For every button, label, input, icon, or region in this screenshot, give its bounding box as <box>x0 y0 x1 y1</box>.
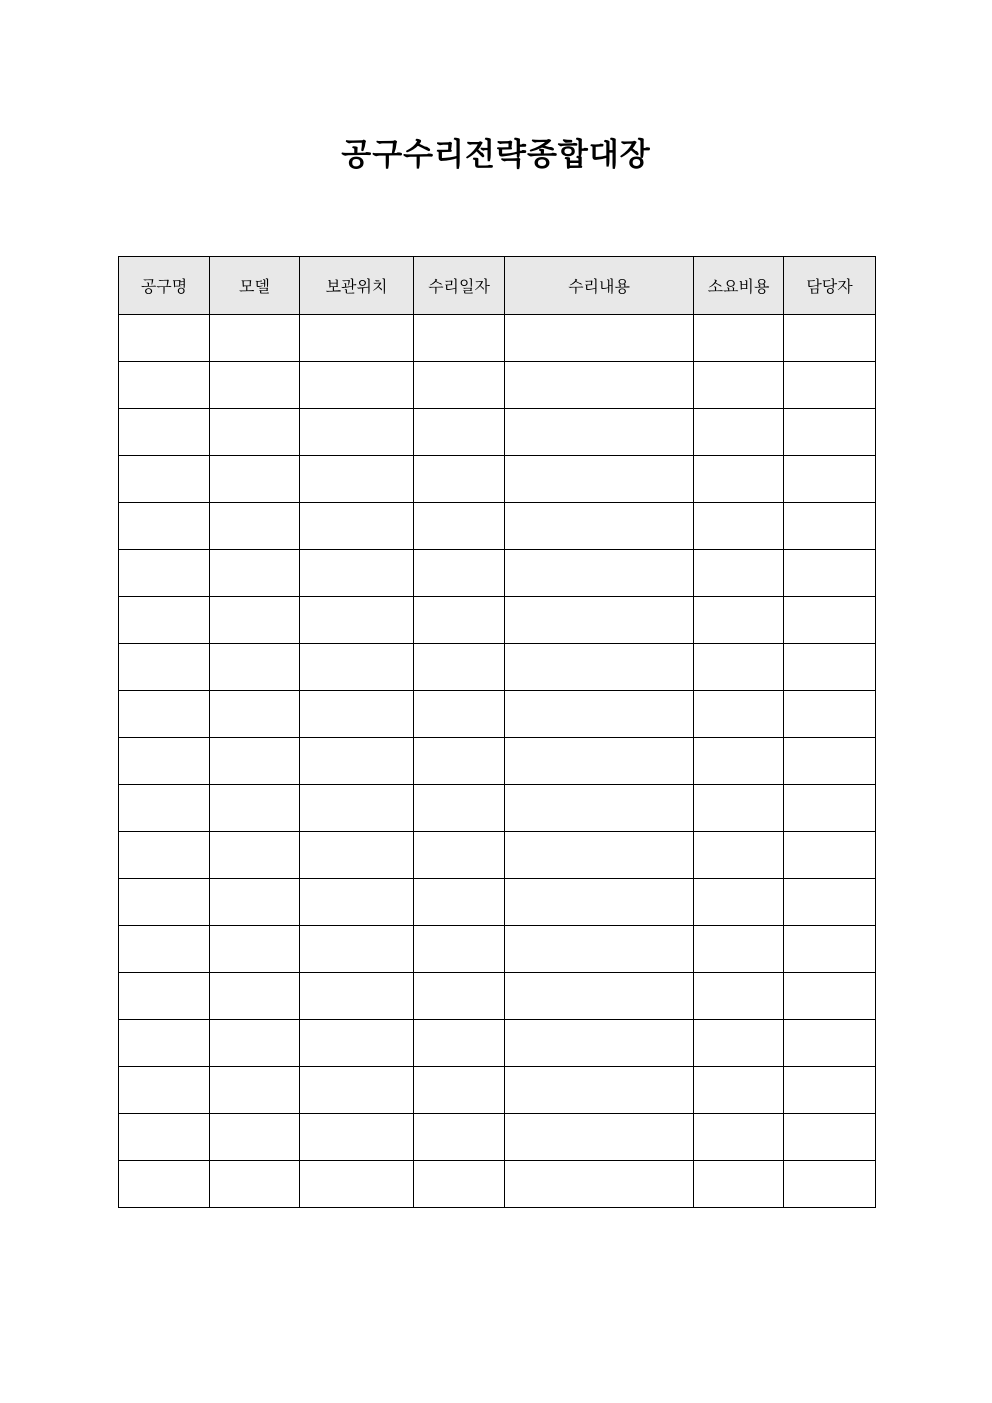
table-cell[interactable] <box>505 409 694 456</box>
table-cell[interactable] <box>505 550 694 597</box>
table-cell[interactable] <box>210 315 300 362</box>
table-cell[interactable] <box>505 973 694 1020</box>
table-row <box>119 503 876 550</box>
table-cell[interactable] <box>505 1067 694 1114</box>
table-cell[interactable] <box>694 644 784 691</box>
table-cell[interactable] <box>694 456 784 503</box>
table-cell[interactable] <box>694 550 784 597</box>
table-cell[interactable] <box>300 785 414 832</box>
table-cell[interactable] <box>694 738 784 785</box>
table-cell[interactable] <box>784 597 876 644</box>
table-row <box>119 362 876 409</box>
table-cell[interactable] <box>210 597 300 644</box>
table-cell[interactable] <box>414 1067 505 1114</box>
header-person-in-charge: 담당자 <box>784 257 876 315</box>
table-cell[interactable] <box>505 926 694 973</box>
table-cell[interactable] <box>210 926 300 973</box>
table-row <box>119 456 876 503</box>
table-cell[interactable] <box>300 879 414 926</box>
table-cell[interactable] <box>210 409 300 456</box>
table-cell[interactable] <box>119 409 210 456</box>
table-cell[interactable] <box>210 691 300 738</box>
table-cell[interactable] <box>414 738 505 785</box>
table-cell[interactable] <box>784 832 876 879</box>
table-cell[interactable] <box>414 456 505 503</box>
table-cell[interactable] <box>119 691 210 738</box>
table-cell[interactable] <box>505 1161 694 1208</box>
header-tool-name: 공구명 <box>119 257 210 315</box>
table-cell[interactable] <box>784 973 876 1020</box>
table-row <box>119 926 876 973</box>
header-storage-location: 보관위치 <box>300 257 414 315</box>
table-cell[interactable] <box>784 1161 876 1208</box>
table-cell[interactable] <box>300 1161 414 1208</box>
table-cell[interactable] <box>784 503 876 550</box>
table-cell[interactable] <box>414 550 505 597</box>
table-cell[interactable] <box>784 315 876 362</box>
table-cell[interactable] <box>784 738 876 785</box>
table-cell[interactable] <box>300 456 414 503</box>
table-cell[interactable] <box>119 926 210 973</box>
table-cell[interactable] <box>414 315 505 362</box>
table-cell[interactable] <box>300 597 414 644</box>
header-row <box>119 257 876 315</box>
table-row <box>119 1114 876 1161</box>
table-cell[interactable] <box>505 879 694 926</box>
table-row <box>119 315 876 362</box>
table-cell[interactable] <box>119 1114 210 1161</box>
table-cell[interactable] <box>505 1114 694 1161</box>
table-cell[interactable] <box>300 1067 414 1114</box>
table-row <box>119 1161 876 1208</box>
table-cell[interactable] <box>694 926 784 973</box>
table-row <box>119 1067 876 1114</box>
table-cell[interactable] <box>210 879 300 926</box>
table-row <box>119 879 876 926</box>
table-cell[interactable] <box>505 503 694 550</box>
table-cell[interactable] <box>784 1067 876 1114</box>
table-cell[interactable] <box>694 691 784 738</box>
table-cell[interactable] <box>414 597 505 644</box>
table-cell[interactable] <box>505 315 694 362</box>
table-cell[interactable] <box>784 550 876 597</box>
table-cell[interactable] <box>119 362 210 409</box>
table-cell[interactable] <box>210 503 300 550</box>
table-cell[interactable] <box>300 926 414 973</box>
table-cell[interactable] <box>414 973 505 1020</box>
table-cell[interactable] <box>694 832 784 879</box>
table-cell[interactable] <box>119 1067 210 1114</box>
table-cell[interactable] <box>694 973 784 1020</box>
table-cell[interactable] <box>414 879 505 926</box>
table-cell[interactable] <box>119 738 210 785</box>
table-cell[interactable] <box>784 879 876 926</box>
table-cell[interactable] <box>210 1114 300 1161</box>
table-cell[interactable] <box>694 315 784 362</box>
table-cell[interactable] <box>414 1114 505 1161</box>
table-cell[interactable] <box>119 973 210 1020</box>
table-cell[interactable] <box>505 362 694 409</box>
table-row <box>119 973 876 1020</box>
table-cell[interactable] <box>119 456 210 503</box>
table-cell[interactable] <box>210 456 300 503</box>
table-cell[interactable] <box>505 1020 694 1067</box>
table-cell[interactable] <box>210 973 300 1020</box>
table-cell[interactable] <box>210 785 300 832</box>
table-cell[interactable] <box>784 785 876 832</box>
header-cost: 소요비용 <box>694 257 784 315</box>
table-cell[interactable] <box>300 738 414 785</box>
table-cell[interactable] <box>414 409 505 456</box>
header-repair-date: 수리일자 <box>414 257 505 315</box>
repair-ledger-table <box>118 256 876 1208</box>
table-cell[interactable] <box>414 926 505 973</box>
table-row <box>119 409 876 456</box>
table-cell[interactable] <box>300 832 414 879</box>
table-row <box>119 597 876 644</box>
table-cell[interactable] <box>414 785 505 832</box>
table-row <box>119 691 876 738</box>
table-cell[interactable] <box>414 1020 505 1067</box>
table-cell[interactable] <box>505 785 694 832</box>
table-cell[interactable] <box>119 315 210 362</box>
table-cell[interactable] <box>505 691 694 738</box>
table-cell[interactable] <box>210 832 300 879</box>
table-cell[interactable] <box>119 550 210 597</box>
table-row <box>119 550 876 597</box>
table-cell[interactable] <box>414 503 505 550</box>
table-cell[interactable] <box>300 315 414 362</box>
table-cell[interactable] <box>119 1161 210 1208</box>
table-cell[interactable] <box>300 409 414 456</box>
table-cell[interactable] <box>300 1020 414 1067</box>
table-cell[interactable] <box>119 644 210 691</box>
table-cell[interactable] <box>414 832 505 879</box>
table-cell[interactable] <box>694 409 784 456</box>
page-title: 공구수리전략종합대장 <box>341 137 651 173</box>
table-cell[interactable] <box>694 1020 784 1067</box>
table-cell[interactable] <box>119 879 210 926</box>
table-cell[interactable] <box>414 1161 505 1208</box>
table-cell[interactable] <box>300 503 414 550</box>
table-cell[interactable] <box>505 456 694 503</box>
table-cell[interactable] <box>505 597 694 644</box>
table-cell[interactable] <box>784 644 876 691</box>
table-cell[interactable] <box>784 1020 876 1067</box>
table-cell[interactable] <box>784 1114 876 1161</box>
table-cell[interactable] <box>694 1161 784 1208</box>
table-row <box>119 644 876 691</box>
table-cell[interactable] <box>210 1020 300 1067</box>
table-cell[interactable] <box>210 738 300 785</box>
table-cell[interactable] <box>694 879 784 926</box>
table-cell[interactable] <box>694 1067 784 1114</box>
table-cell[interactable] <box>300 644 414 691</box>
table-cell[interactable] <box>210 362 300 409</box>
table-row <box>119 832 876 879</box>
table-cell[interactable] <box>694 597 784 644</box>
table-cell[interactable] <box>505 644 694 691</box>
table-row <box>119 1020 876 1067</box>
table-cell[interactable] <box>694 785 784 832</box>
table-cell[interactable] <box>119 503 210 550</box>
table-cell[interactable] <box>210 550 300 597</box>
table-cell[interactable] <box>784 456 876 503</box>
table-cell[interactable] <box>210 644 300 691</box>
table-cell[interactable] <box>414 691 505 738</box>
table-cell[interactable] <box>300 1114 414 1161</box>
table-row <box>119 785 876 832</box>
table-cell[interactable] <box>784 362 876 409</box>
table-cell[interactable] <box>505 738 694 785</box>
table-cell[interactable] <box>210 1067 300 1114</box>
table-row <box>119 738 876 785</box>
table-cell[interactable] <box>694 503 784 550</box>
table-cell[interactable] <box>300 550 414 597</box>
table-cell[interactable] <box>694 1114 784 1161</box>
table-cell[interactable] <box>300 973 414 1020</box>
table-cell[interactable] <box>784 691 876 738</box>
table-body <box>119 315 876 1208</box>
table-cell[interactable] <box>414 644 505 691</box>
table-cell[interactable] <box>119 832 210 879</box>
table-cell[interactable] <box>300 362 414 409</box>
table-cell[interactable] <box>210 1161 300 1208</box>
table-cell[interactable] <box>505 832 694 879</box>
table-cell[interactable] <box>784 409 876 456</box>
table-cell[interactable] <box>300 691 414 738</box>
table-cell[interactable] <box>119 1020 210 1067</box>
header-repair-details: 수리내용 <box>505 257 694 315</box>
table-cell[interactable] <box>119 785 210 832</box>
table-cell[interactable] <box>784 926 876 973</box>
table-cell[interactable] <box>694 362 784 409</box>
table-cell[interactable] <box>414 362 505 409</box>
header-model: 모델 <box>210 257 300 315</box>
table-cell[interactable] <box>119 597 210 644</box>
